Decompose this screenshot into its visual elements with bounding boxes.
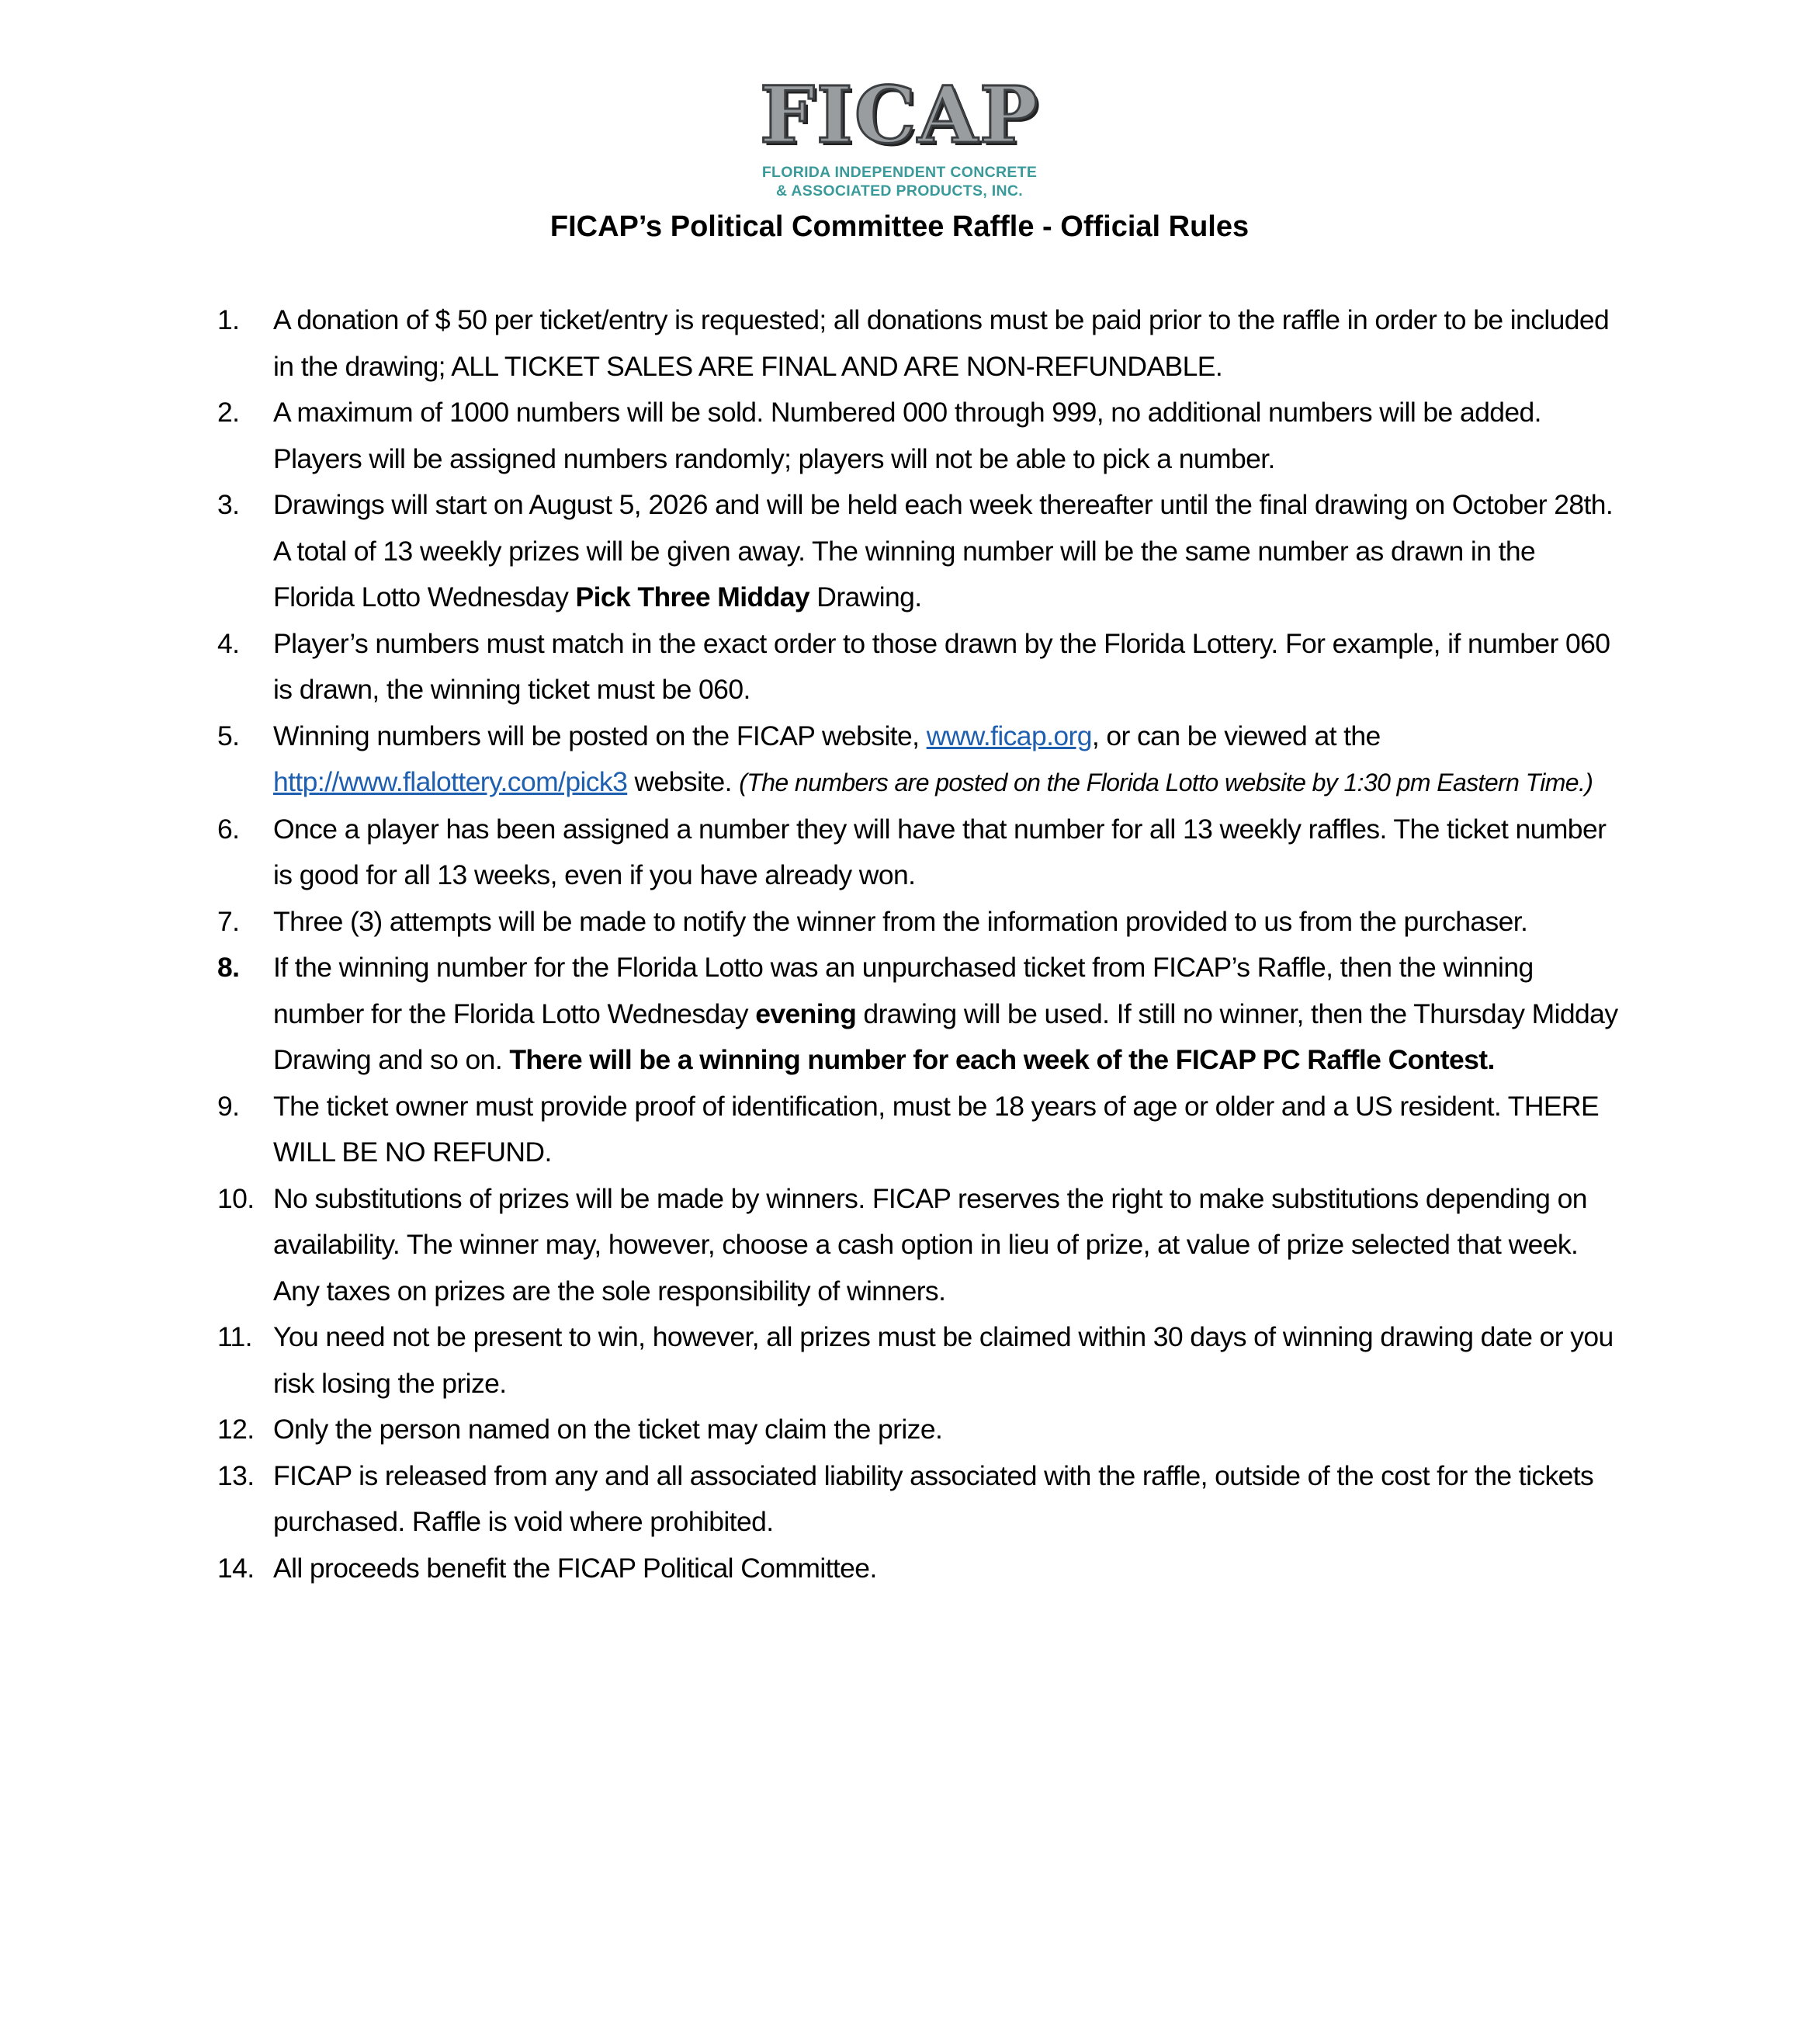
bold-text: evening	[755, 998, 857, 1029]
link[interactable]: http://www.flalottery.com/pick3	[273, 766, 628, 797]
logo-subtitle-line1: FLORIDA INDEPENDENT CONCRETE	[761, 164, 1038, 181]
page-title: FICAP’s Political Committee Raffle - Official Rules	[549, 210, 1250, 243]
rule-number: 3.	[217, 489, 240, 520]
rules-list	[217, 297, 1622, 1591]
italic-note: (The numbers are posted on the Florida Lotto website by 1:30 pm Eastern Time.)	[739, 769, 1593, 796]
rule-number: 5.	[217, 720, 240, 751]
rule-number: 4.	[217, 627, 240, 659]
rule-item	[217, 390, 1622, 482]
rule-item	[217, 899, 1622, 946]
rule-text: FICAP is released from any and all associated liability associated with the raffle, outside of the cost for the tickets purchased. Raffle is void where prohibited.	[273, 1459, 1594, 1537]
rule-text: A maximum of 1000 numbers will be sold. Numbered 000 through 999, no additional numbers will be added. Players will be assigned numbers randomly; players will not be able to pick a number.	[273, 397, 1541, 474]
rule-text: Winning numbers will be posted on the FICAP website,	[273, 720, 927, 751]
rule-item	[217, 1176, 1622, 1315]
link[interactable]: www.ficap.org	[926, 720, 1092, 751]
rule-number: 7.	[217, 905, 240, 937]
logo-wordmark: FICAP	[759, 69, 1040, 161]
rule-item	[217, 621, 1622, 713]
rule-text: , or can be viewed at the	[1091, 720, 1381, 751]
rule-item	[217, 1407, 1622, 1453]
rule-item	[217, 297, 1622, 390]
rule-number: 10.	[217, 1182, 255, 1214]
logo-subtitle-line2: & ASSOCIATED PRODUCTS, INC.	[776, 182, 1023, 200]
rule-number: 11.	[217, 1321, 252, 1352]
rule-number: 8.	[217, 952, 240, 983]
rule-text: drawing will be used. If still no winner, then the Thursday Midday Drawing and so on.	[273, 998, 1618, 1075]
rule-number: 12.	[217, 1414, 255, 1445]
rule-text: Player’s numbers must match in the exact order to those drawn by the Florida Lottery. For example, if number 060 is drawn, the winning ticket must be 060.	[273, 627, 1610, 705]
ficap-logo	[0, 67, 1799, 200]
rule-item	[217, 1546, 1622, 1592]
rule-item	[217, 807, 1622, 899]
rule-text: Only the person named on the ticket may claim the prize.	[273, 1414, 943, 1445]
rule-number: 1.	[217, 304, 240, 335]
rule-text: A donation of $ 50 per ticket/entry is requested; all donations must be paid prior to the raffle in order to be included in the drawing; ALL TICKET SALES ARE FINAL AND ARE NON-REFUNDABLE.	[273, 304, 1610, 382]
rule-text: All proceeds benefit the FICAP Political Committee.	[273, 1552, 877, 1584]
rule-item	[217, 1314, 1622, 1407]
rule-text: Once a player has been assigned a number they will have that number for all 13 weekly raffles. The ticket number is good for all 13 weeks, even if you have already won.	[273, 813, 1607, 890]
rule-text: The ticket owner must provide proof of identification, must be 18 years of age or older and a US resident. THERE WILL BE NO REFUND.	[273, 1090, 1600, 1168]
rule-number: 2.	[217, 397, 240, 428]
rule-number: 14.	[217, 1552, 255, 1584]
rule-number: 6.	[217, 813, 240, 845]
rule-number: 13.	[217, 1459, 255, 1491]
rule-text: Drawings will start on August 5, 2026 and will be held each week thereafter until the final drawing on October 28th. A total of 13 weekly prizes will be given away. The winning number will be the same number as drawn in the Florida Lotto Wednesday	[273, 489, 1614, 613]
rule-item	[217, 482, 1622, 621]
rule-item	[217, 1084, 1622, 1176]
rule-text: Drawing.	[809, 581, 922, 613]
rule-number: 9.	[217, 1090, 240, 1122]
rule-text: No substitutions of prizes will be made by winners. FICAP reserves the right to make substitutions depending on availability. The winner may, however, choose a cash option in lieu of prize, at value of prize selected that week. Any taxes on prizes are the sole responsibility of winners.	[273, 1182, 1587, 1307]
rule-item	[217, 713, 1622, 807]
rule-item	[217, 1453, 1622, 1546]
rule-item	[217, 945, 1622, 1084]
rule-text: website.	[627, 766, 740, 797]
rule-text: Three (3) attempts will be made to notify the winner from the information provided to us from the purchaser.	[273, 905, 1528, 937]
rule-text: You need not be present to win, however, all prizes must be claimed within 30 days of winning drawing date or you risk losing the prize.	[273, 1321, 1614, 1399]
bold-text: Pick Three Midday	[575, 581, 810, 613]
rule-text: If the winning number for the Florida Lotto was an unpurchased ticket from FICAP’s Raffle, then the winning number for the Florida Lotto Wednesday	[273, 952, 1534, 1029]
bold-text: There will be a winning number for each week of the FICAP PC Raffle Contest.	[509, 1044, 1495, 1075]
